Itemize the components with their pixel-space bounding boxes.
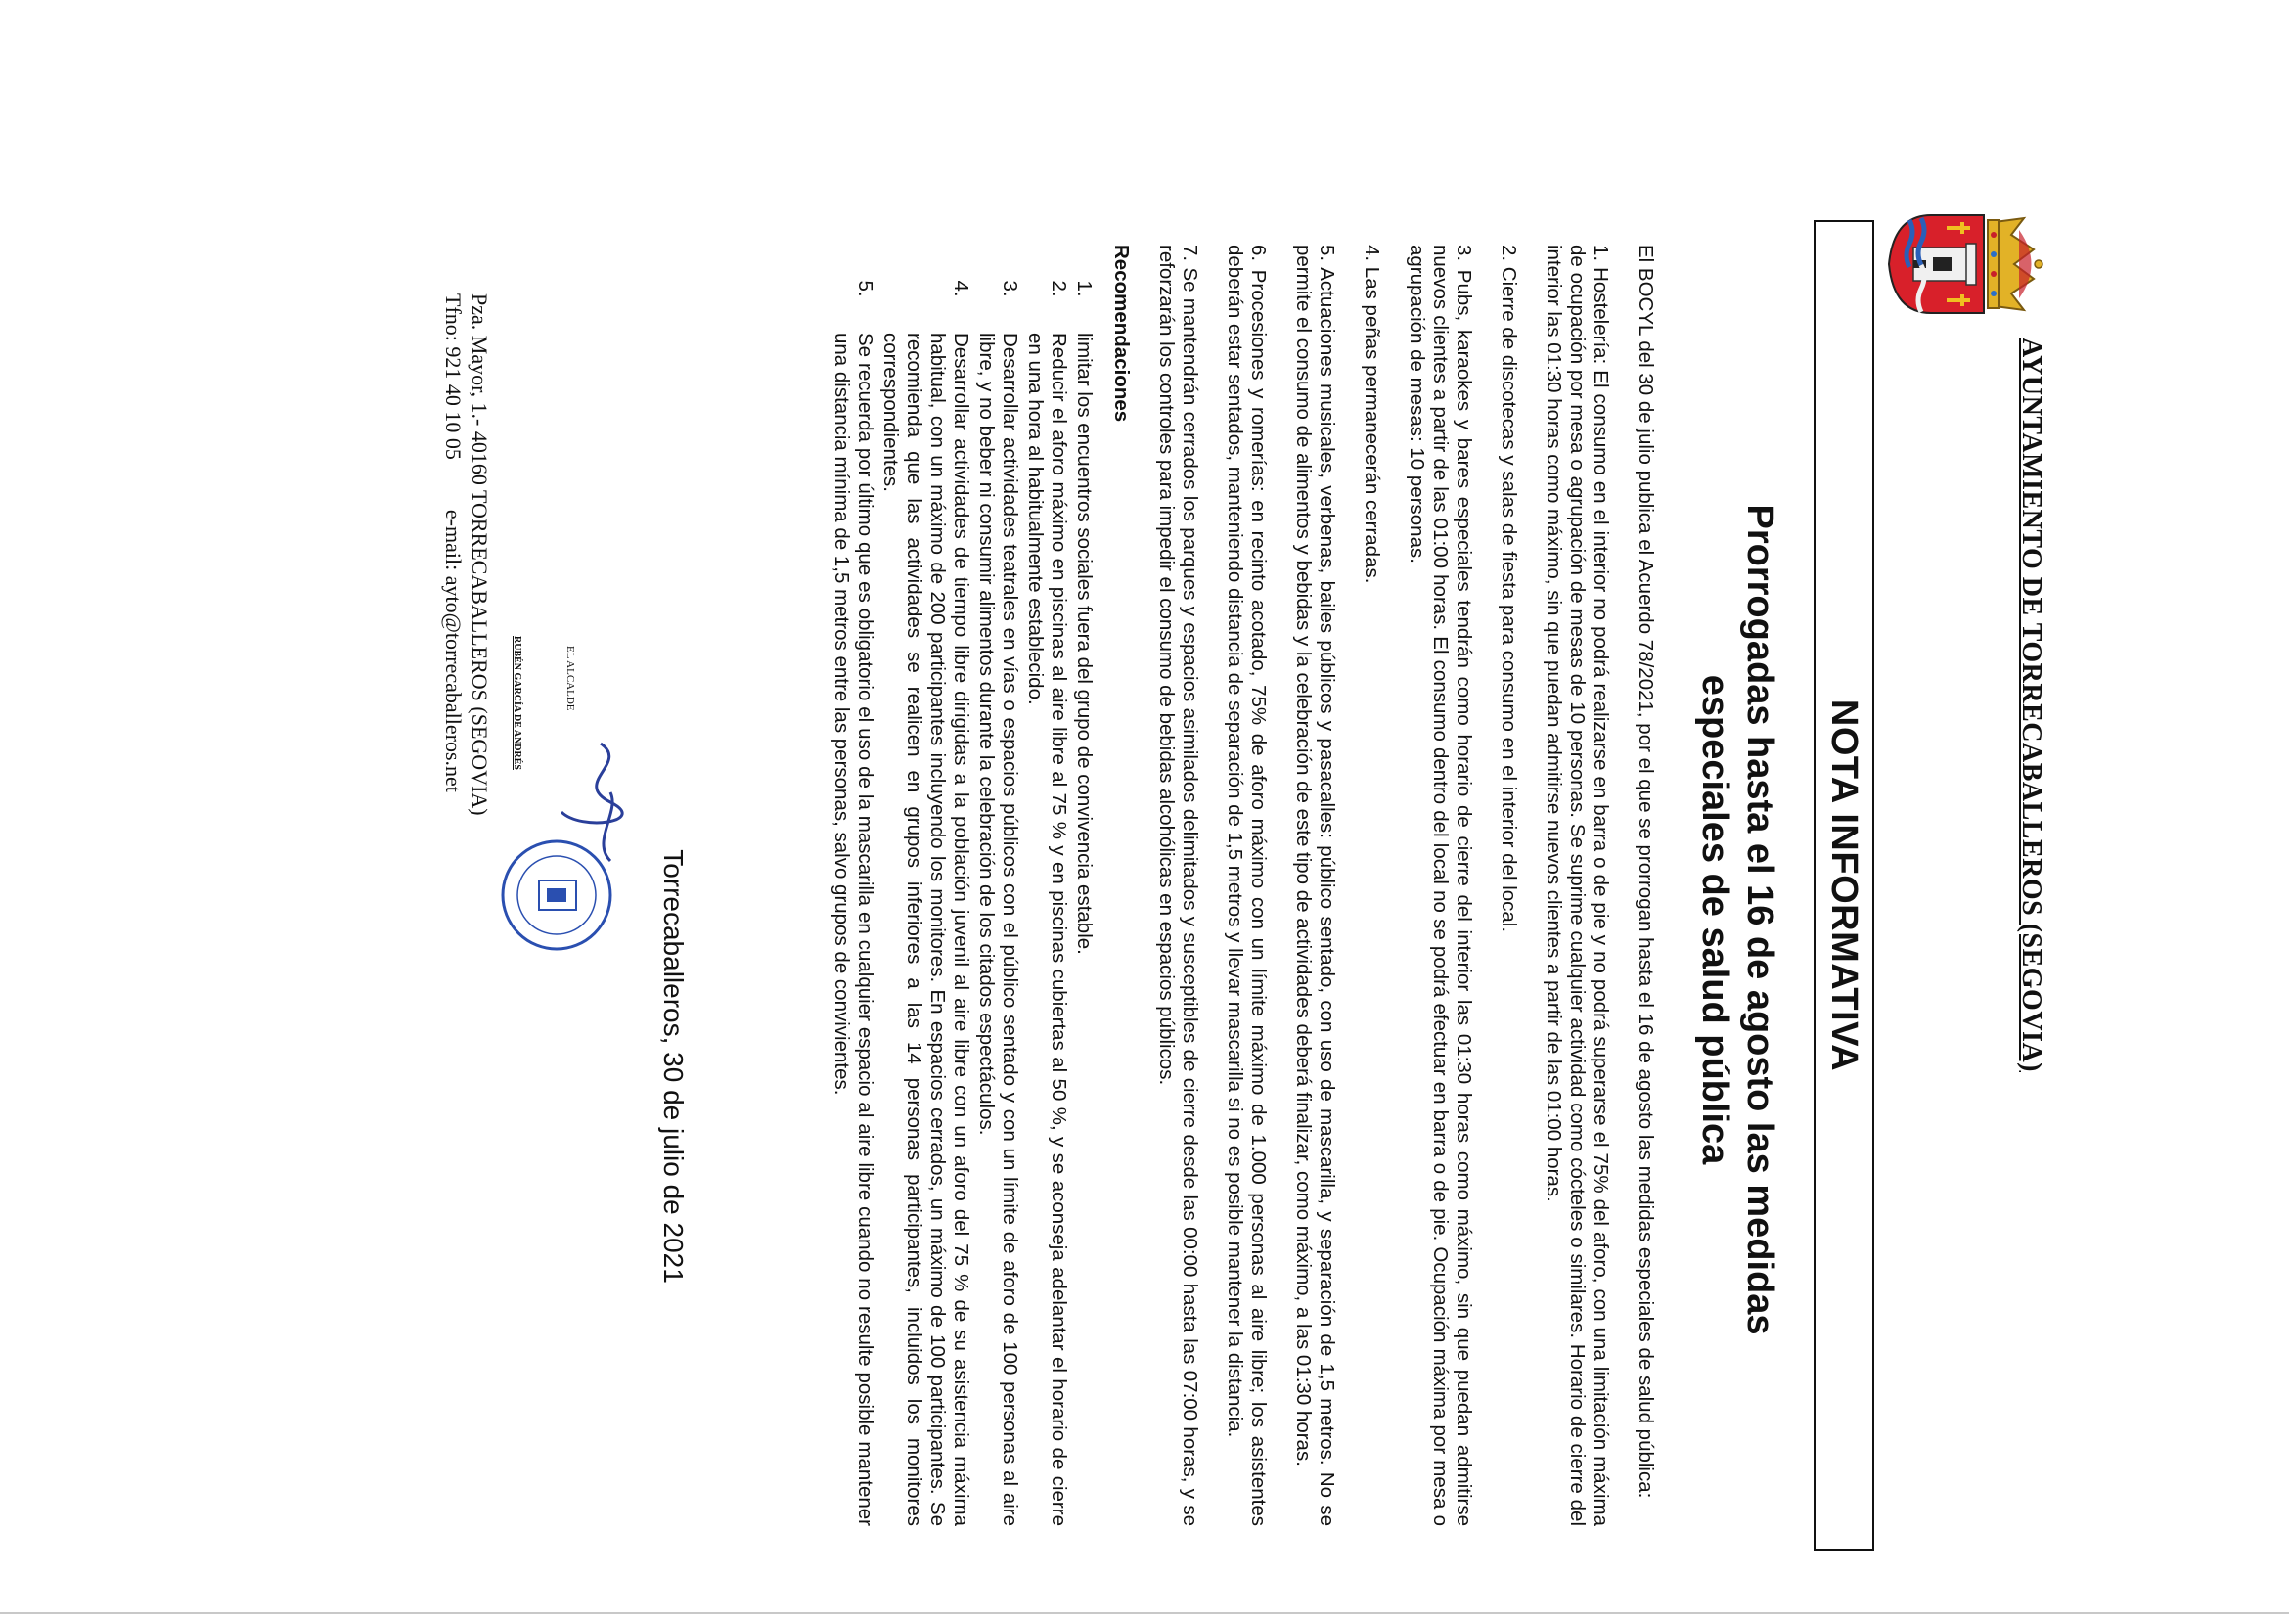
recommendation-number: 5. [854, 280, 876, 297]
municipal-seal-stamp-icon [503, 841, 610, 949]
recommendations-heading: Recomendaciones [1110, 245, 1133, 423]
main-title [1692, 479, 1782, 1360]
recommendation-text: Desarrollar actividades de tiempo libre dirigidas a la población juvenil al aire libre con un aforo del 75 % de su asistencia máxima habitual, con un máximo de 200 participantes incluyendo los monitores. En espacios cerrados, un máximo de 100 participantes. Se recomienda que las actividades se realicen en grupos inferiores a las 14 personas participantes, incluidos los monitores correspondientes. [879, 333, 972, 1526]
recommendation-number: 2. [1048, 280, 1070, 297]
main-title-line-2: especiales de salud pública [1694, 674, 1735, 1165]
measure-item: 6. Procesiones y romerías: en recinto acotado, 75% de aforo máximo con un límite máximo de 1.000 personas al aire libre; los asistentes deberán estar sentados, manteniendo distancia de separación de 1,5 metros y llevar mascarilla si no es posible mantener la distancia. [1224, 245, 1270, 1526]
recommendation-text: Reducir el aforo máximo en piscinas al aire libre al 75 % y en piscinas cubiertas al 50 %, y se aconseja adelantar el horario de cierre en una hora al habitualmente establecido. [1024, 333, 1070, 1526]
alcalde-name: RUBÉN GARCÍA DE ANDRÉS [512, 636, 522, 770]
measure-item: 7. Se mantendrán cerrados los parques y espacios asimilados delimitados y susceptibles de cierre desde las 00:00 hasta las 07:00 horas, y se reforzarán los controles para impedir el consumo de bebidas alcohólicas en espacios públicos. [1155, 245, 1201, 1526]
measure-item: 4. Las peñas permanecerán cerradas. [1361, 245, 1383, 584]
recommendation-item [1023, 245, 1070, 1526]
alcalde-label: EL ALCALDE [564, 646, 576, 711]
recommendations-list [830, 245, 1096, 1526]
footer-phone: Tfno: 921 40 10 05 [441, 293, 466, 460]
recommendation-text: Se recuerda por último que es obligatorio el uso de la mascarilla en cualquier espacio al aire libre cuando no resulte posible mantener una distancia mínima de 1,5 metros entre las personas, salvo grupos de convivientes. [830, 333, 876, 1526]
recommendation-item [878, 245, 972, 1526]
recommendation-text: Desarrollar actividades teatrales en vías o espacios públicos con el público sentado y con un límite de aforo de 100 personas al aire libre, y no beber ni consumir alimentos durante la celebración de los citados espectáculos. [975, 333, 1021, 1526]
recommendation-item [1072, 245, 1096, 1526]
main-title-line-1: Prorrogadas hasta el 16 de agosto las medidas [1739, 504, 1780, 1335]
recommendation-text: limitar los encuentros sociales fuera del grupo de convivencia estable. [1073, 333, 1096, 955]
crown-icon [1988, 218, 2042, 310]
recommendation-number: 4. [950, 280, 972, 297]
document-page [209, 186, 2048, 1624]
recommendation-item [830, 245, 876, 1526]
measure-item: 1. Hostelería: El consumo en el interior no podrá realizarse en barra o de pie y no podrá superarse el 75% del aforo, con una limitación máxima de ocupación por mesa o agrupación de mesas de 10 personas. Se suprime cualquier actividad como cócteles o similares. Horario de cierre del interior las 01:30 horas como máximo, sin que puedan admitirse nuevos clientes a partir de las 01:00 horas. [1543, 245, 1612, 1526]
intro-paragraph: El BOCYL del 30 de julio publica el Acuerdo 78/2021, por el que se prorrogan hasta el 16 de agosto las medidas especiales de salud pública: [1635, 245, 1657, 1499]
footer-contact [440, 293, 493, 816]
measure-item: 5. Actuaciones musicales, verbenas, bailes públicos y pasacalles: público sentado, con uso de mascarilla, y separación de 1,5 metros. No se permite el consumo de alimentos y bebidas y la celebración de este tipo de actividades deberá finalizar, como máximo, a las 01:30 horas. [1292, 245, 1338, 1526]
measure-item: 3. Pubs, karaokes y bares especiales tendrán como horario de cierre del interior las 01:30 horas como máximo, sin que puedan admitirse nuevos clientes a partir de las 01:00 horas. El consumo dentro del local no se podrá efectuar en barra o de pie. Ocupación máxima por mesa o agrupación de mesas: 10 personas. [1406, 245, 1475, 1526]
footer-address: Pza. Mayor, 1.- 40160 TORRECABALLEROS (SEGOVIA) [468, 293, 492, 816]
recommendation-item [974, 245, 1021, 1526]
nota-informativa-box [1814, 220, 1874, 1551]
organization-title: AYUNTAMIENTO DE TORRECABALLEROS (SEGOVIA) [2016, 338, 2046, 1072]
date-line: Torrecaballeros, 30 de julio de 2021 [658, 849, 689, 1284]
municipal-coat-of-arms-icon [1887, 201, 2048, 328]
measure-item: 2. Cierre de discotecas y salas de fiesta para consumo en el interior del local. [1498, 245, 1520, 933]
recommendation-number: 1. [1073, 280, 1096, 297]
recommendation-number: 3. [999, 280, 1021, 297]
nota-title: NOTA INFORMATIVA [1823, 699, 1865, 1072]
document-body [828, 245, 1657, 1526]
footer-email: e-mail: ayto@torrecaballeros.net [441, 509, 466, 792]
